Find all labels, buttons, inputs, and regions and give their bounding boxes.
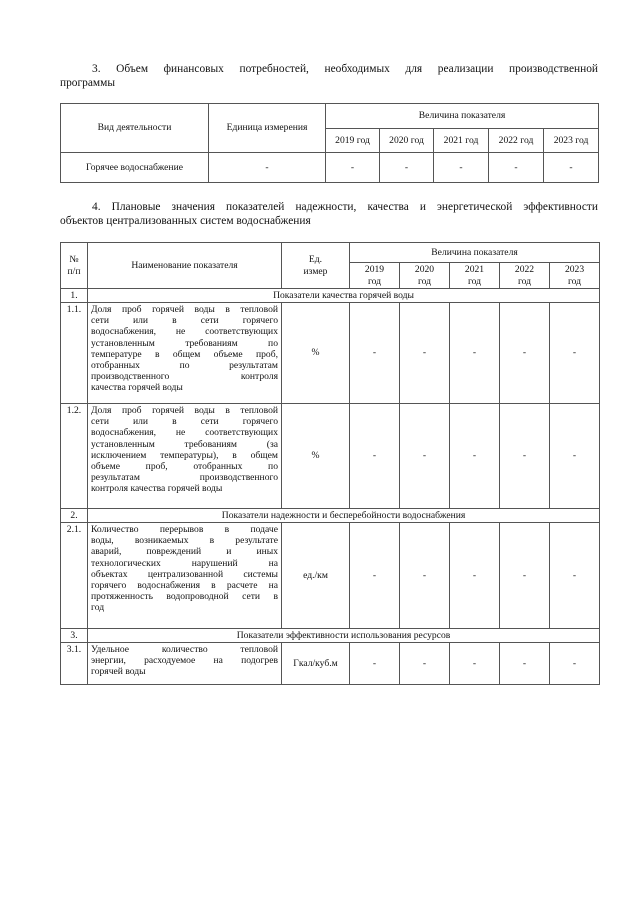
value-cell: -: [350, 303, 400, 404]
header-number: [61, 243, 88, 289]
group-number: 1.: [61, 289, 88, 303]
year-label: год: [517, 275, 532, 287]
name-line: Количество перерывов в подаче: [91, 524, 278, 535]
unit-cell: ед./км: [282, 523, 350, 629]
indicators-table: [60, 242, 600, 685]
section3-heading-line2: программы: [60, 77, 115, 89]
indicator-name: [88, 643, 282, 685]
year-label: год: [367, 275, 382, 287]
name-line: установленным требованиям (за: [91, 438, 278, 450]
name-line: водоснабжения, не соответствующих: [91, 326, 278, 338]
section4-heading-line2: объектов централизованных систем водоснабжения: [60, 215, 311, 227]
value-cell: -: [550, 643, 600, 685]
indicator-name: [88, 404, 282, 509]
year-label: год: [467, 275, 482, 287]
header-unit-b: измер: [303, 265, 328, 277]
header-year: 2020 год: [380, 129, 434, 153]
value-cell: -: [350, 404, 400, 509]
group-number: 3.: [61, 629, 88, 643]
name-line: горячего водоснабжения в расчете на: [91, 580, 278, 592]
header-year: [400, 263, 450, 289]
header-activity: Вид деятельности: [61, 104, 209, 153]
name-line: отобранных по результатам: [91, 360, 278, 372]
header-year: 2022 год: [489, 129, 544, 153]
row-number: 2.1.: [61, 523, 88, 629]
name-line: горячей воды: [91, 666, 146, 678]
name-line: исключением температуры), в общем: [91, 449, 278, 461]
group-row: [61, 509, 600, 523]
name-line: энергии, расходуемое на подогрев: [91, 655, 278, 667]
value-cell: -: [450, 643, 500, 685]
value-cell: -: [400, 643, 450, 685]
year-number: 2020: [414, 264, 435, 276]
year-label: год: [417, 275, 432, 287]
value-cell: -: [500, 523, 550, 629]
header-number-pp: п/п: [67, 265, 81, 277]
value-cell: -: [350, 643, 400, 685]
table-row: [61, 643, 600, 685]
name-line: сети или в сети горячего: [91, 416, 278, 428]
header-year: [450, 263, 500, 289]
header-unit: [282, 243, 350, 289]
name-line: контроля качества горячей воды: [91, 483, 223, 495]
section3-heading: [60, 62, 598, 90]
indicator-name: [88, 523, 282, 629]
unit-cell: %: [282, 404, 350, 509]
section3-heading-line1: 3. Объем финансовых потребностей, необходимых для реализации производственной: [92, 63, 598, 75]
value-cell: -: [450, 404, 500, 509]
section4-heading: [60, 200, 598, 228]
table-row: [61, 303, 600, 404]
name-line: сети или в сети горячего: [91, 315, 278, 327]
table-row: [61, 153, 599, 183]
name-line: Доля проб горячей воды в тепловой: [91, 405, 278, 416]
header-value: Величина показателя: [350, 243, 600, 263]
value-cell: -: [550, 404, 600, 509]
value-cell: -: [450, 523, 500, 629]
header-year: [550, 263, 600, 289]
year-number: 2019: [364, 264, 385, 276]
name-line: результатам производственного: [91, 472, 278, 484]
value-cell: -: [326, 153, 380, 183]
name-line: объеме проб, отобранных по: [91, 461, 278, 473]
unit-cell: %: [282, 303, 350, 404]
activity-cell: Горячее водоснабжение: [61, 153, 209, 183]
indicator-name: [88, 303, 282, 404]
header-name: Наименование показателя: [88, 243, 282, 289]
value-cell: -: [380, 153, 434, 183]
year-number: 2023: [564, 264, 585, 276]
header-year: 2023 год: [544, 129, 599, 153]
value-cell: -: [550, 523, 600, 629]
value-cell: -: [400, 303, 450, 404]
header-value: Величина показателя: [326, 104, 599, 129]
unit-cell: Гкал/куб.м: [282, 643, 350, 685]
table-row: [61, 404, 600, 509]
value-cell: -: [450, 303, 500, 404]
group-title: Показатели качества горячей воды: [88, 289, 600, 303]
header-year: 2019 год: [326, 129, 380, 153]
header-unit-a: Ед.: [308, 254, 323, 266]
table-row: [61, 523, 600, 629]
value-cell: -: [434, 153, 489, 183]
header-unit: Единица измерения: [209, 104, 326, 153]
value-cell: -: [500, 303, 550, 404]
value-cell: -: [400, 523, 450, 629]
name-line: воды, возникаемых в результате: [91, 535, 278, 547]
row-number: 3.1.: [61, 643, 88, 685]
value-cell: -: [400, 404, 450, 509]
name-line: температуре в общем объеме проб,: [91, 348, 278, 360]
group-row: [61, 629, 600, 643]
group-title: Показатели эффективности использования ресурсов: [88, 629, 600, 643]
header-year: 2021 год: [434, 129, 489, 153]
group-row: [61, 289, 600, 303]
group-number: 2.: [61, 509, 88, 523]
value-cell: -: [350, 523, 400, 629]
name-line: водоснабжения, не соответствующих: [91, 427, 278, 439]
financial-needs-table: [60, 103, 599, 183]
year-label: год: [567, 275, 582, 287]
value-cell: -: [489, 153, 544, 183]
name-line: Доля проб горячей воды в тепловой: [91, 304, 278, 315]
name-line: установленным требованиям по: [91, 337, 278, 349]
header-year: [500, 263, 550, 289]
header-year: [350, 263, 400, 289]
name-line: год: [91, 602, 105, 614]
name-line: Удельное количество тепловой: [91, 644, 278, 655]
value-cell: -: [500, 404, 550, 509]
value-cell: -: [544, 153, 599, 183]
name-line: производственного контроля: [91, 371, 278, 383]
name-line: аварий, повреждений и иных: [91, 546, 278, 558]
name-line: протяженность водопроводной сети в: [91, 591, 278, 603]
group-title: Показатели надежности и бесперебойности водоснабжения: [88, 509, 600, 523]
value-cell: -: [500, 643, 550, 685]
year-number: 2022: [514, 264, 535, 276]
unit-cell: -: [209, 153, 326, 183]
name-line: качества горячей воды: [91, 382, 183, 394]
year-number: 2021: [464, 264, 485, 276]
value-cell: -: [550, 303, 600, 404]
row-number: 1.1.: [61, 303, 88, 404]
row-number: 1.2.: [61, 404, 88, 509]
header-number-sign: №: [69, 254, 79, 266]
name-line: технологических нарушений на: [91, 557, 278, 569]
section4-heading-line1: 4. Плановые значения показателей надежности, качества и энергетической эффективности: [92, 201, 598, 213]
name-line: объектах централизованной системы: [91, 568, 278, 580]
